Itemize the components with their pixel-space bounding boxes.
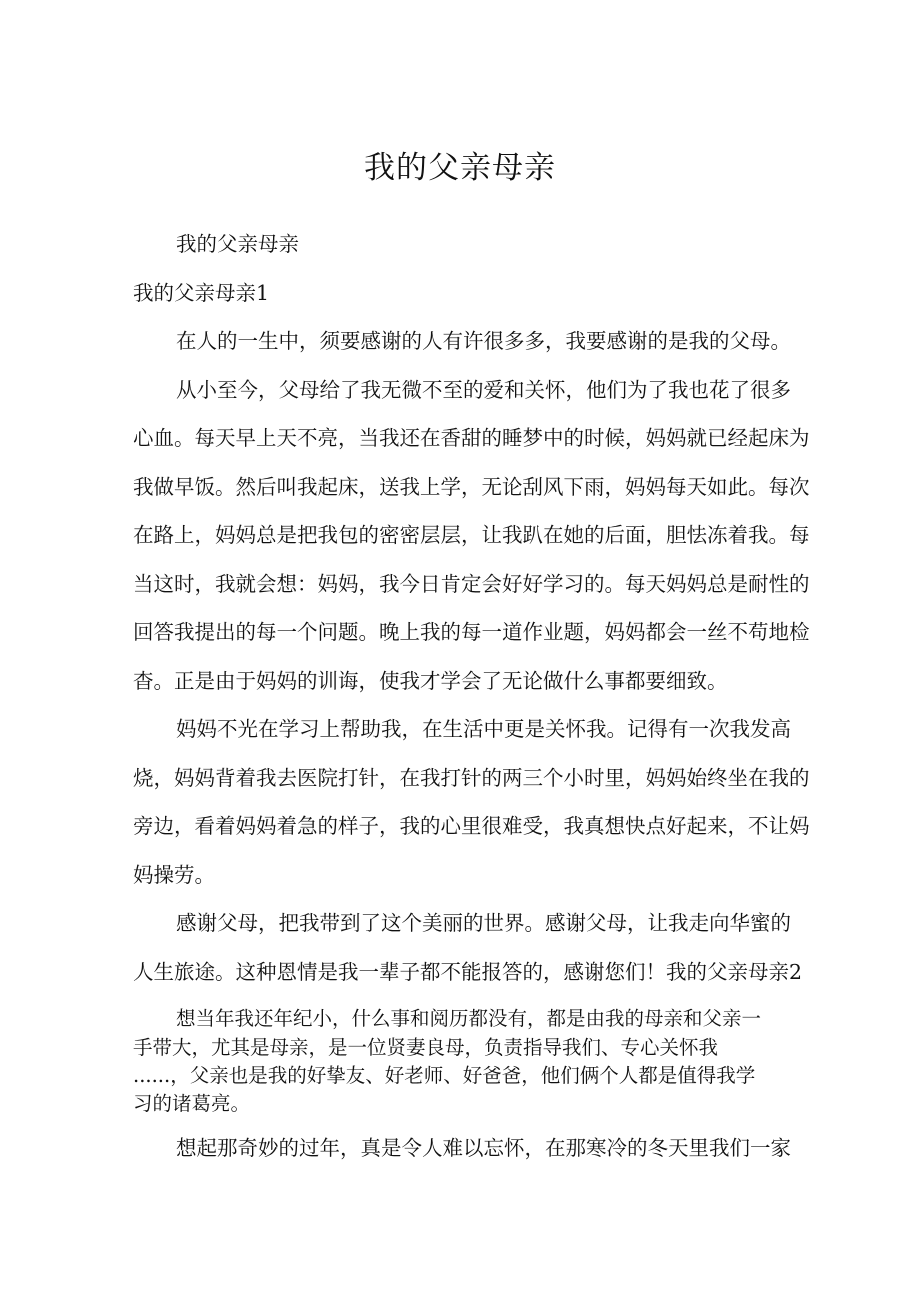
paragraph-5-line: ......，父亲也是我的好挚友、好老师、好爸爸，他们俩个人都是值得我学 xyxy=(133,1064,756,1087)
paragraph-1-line: 在人的一生中，须要感谢的人有许很多多，我要感谢的是我的父母。 xyxy=(176,329,791,353)
paragraph-2-line: 杳。正是由于妈妈的训诲，使我才学会了无论做什么事都要细致。 xyxy=(133,669,728,693)
subtitle: 我的父亲母亲 xyxy=(176,232,299,256)
paragraph-3-line: 妈操劳。 xyxy=(133,863,215,887)
paragraph-3-line: 烧，妈妈背着我去医院打针，在我打针的两三个小时里，妈妈始终坐在我的 xyxy=(133,766,810,790)
paragraph-4-line: 感谢父母，把我带到了这个美丽的世界。感谢父母，让我走向华蜜的 xyxy=(176,911,791,935)
paragraph-5-line: 习的诸葛亮。 xyxy=(133,1092,251,1115)
paragraph-2-line: 心血。每天早上天不亮，当我还在香甜的睡梦中的时候，妈妈就已经起床为 xyxy=(133,426,810,450)
paragraph-2-line: 当这时，我就会想：妈妈，我今日肯定会好好学习的。每天妈妈总是耐性的 xyxy=(133,572,810,596)
paragraph-5-line: 想当年我还年纪小，什么事和阅历都没有，都是由我的母亲和父亲一 xyxy=(176,1007,762,1030)
paragraph-3-line: 旁边，看着妈妈着急的样子，我的心里很难受，我真想快点好起来，不让妈 xyxy=(133,814,810,838)
paragraph-2-line: 我做早饭。然后叫我起床，送我上学，无论刮风下雨，妈妈每天如此。每次 xyxy=(133,475,810,499)
paragraph-4-line: 人生旅途。这种恩情是我一辈子都不能报答的，感谢您们！我的父亲母亲2 xyxy=(133,960,803,984)
paragraph-5-line: 手带大，尤其是母亲，是一位贤妻良母，负责指导我们、专心关怀我 xyxy=(133,1036,719,1059)
paragraph-2-line: 回答我提出的每一个问题。晚上我的每一道作业题，妈妈都会一丝不苟地检 xyxy=(133,620,810,644)
paragraph-2-line: 在路上，妈妈总是把我包的密密层层，让我趴在她的后面，胆怯冻着我。每 xyxy=(133,523,810,547)
section-heading-1: 我的父亲母亲1 xyxy=(133,281,270,305)
paragraph-3-line: 妈妈不光在学习上帮助我，在生活中更是关怀我。记得有一次我发高 xyxy=(176,717,791,741)
paragraph-2-line: 从小至今，父母给了我无微不至的爱和关怀，他们为了我也花了很多 xyxy=(176,378,791,402)
document-title: 我的父亲母亲 xyxy=(364,150,556,186)
paragraph-6-line: 想起那奇妙的过年，真是令人难以忘怀，在那寒冷的冬天里我们一家 xyxy=(176,1136,791,1160)
